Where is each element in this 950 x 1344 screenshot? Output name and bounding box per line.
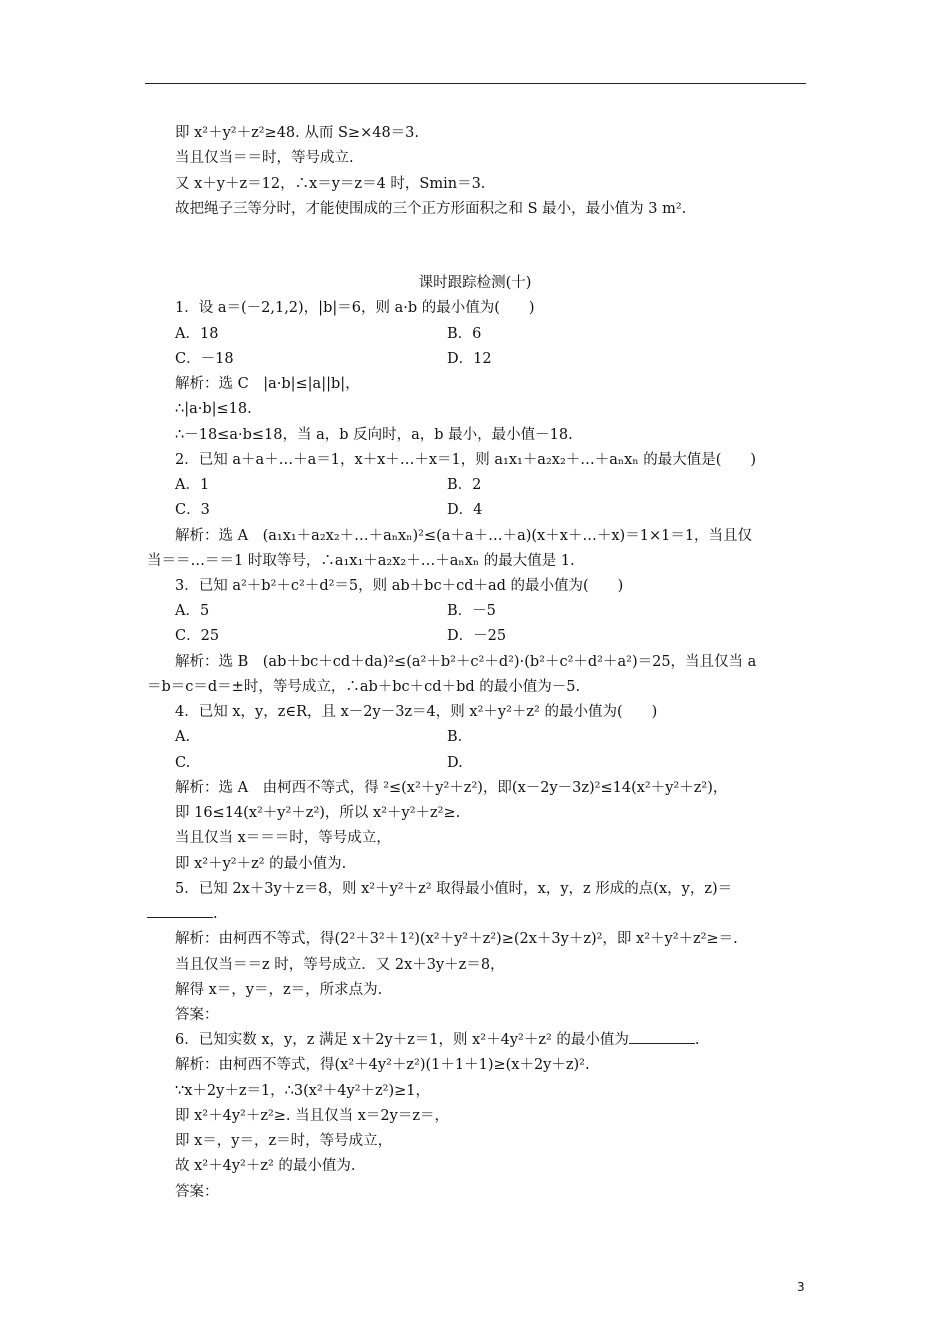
answer-blank [629,1031,695,1044]
answer-label: 答案： [175,1184,219,1200]
solution-line: 解析：选 B (ab＋bc＋cd＋da)²≤(a²＋b²＋c²＋d²)·(b²＋c²＋d²＋a²)＝25，当且仅当 a [175,654,757,670]
solution-line: 即 x＝，y＝，z＝时，等号成立， [175,1133,393,1149]
solution-line: 解得 x＝，y＝，z＝，所求点为. [175,982,383,998]
option-c: C．3 [175,502,210,518]
problem-5-stem: 5．已知 2x＋3y＋z＝8，则 x²＋y²＋z² 取得最小值时，x，y，z 形成的点(x，y，z)＝ [175,881,733,897]
option-c: C．25 [175,628,220,644]
option-d: D. [447,755,463,771]
option-b: B．6 [447,326,482,342]
problem-6-stem: 6．已知实数 x，y，z 满足 x＋2y＋z＝1，则 x²＋4y²＋z² 的最小值为 . [175,1032,700,1048]
solution-line: 当且仅当＝＝z 时，等号成立．又 2x＋3y＋z＝8， [175,957,505,973]
solution-line: ∴－18≤a·b≤18，当 a，b 反向时，a，b 最小，最小值－18. [175,427,573,443]
answer-label: 答案： [175,1007,219,1023]
solution-line: ∴|a·b|≤18. [175,401,252,417]
solution-line: 解析：选 A (a₁x₁＋a₂x₂＋…＋aₙxₙ)²≤(a＋a＋…＋a)(x＋x＋…＋x)＝1×1＝1，当且仅 [175,528,753,544]
solution-line: 解析：选 A 由柯西不等式，得 ²≤(x²＋y²＋z²)，即(x－2y－3z)²≤14(x²＋y²＋z²)， [175,780,728,796]
option-d: D．4 [447,502,483,518]
answer-blank [147,905,213,918]
text-line: 故把绳子三等分时，才能使围成的三个正方形面积之和 S 最小，最小值为 3 m². [175,201,687,217]
solution-line: 即 x²＋4y²＋z²≥. 当且仅当 x＝2y＝z＝， [175,1108,449,1124]
option-a: A．5 [175,603,210,619]
solution-line: ∵x＋2y＋z＝1，∴3(x²＋4y²＋z²)≥1， [175,1083,430,1099]
option-c: C. [175,755,191,771]
problem-4-stem: 4．已知 x，y，z∈R，且 x－2y－3z＝4，则 x²＋y²＋z² 的最小值为( ) [175,704,658,720]
problem-3-stem: 3．已知 a²＋b²＋c²＋d²＝5，则 ab＋bc＋cd＋ad 的最小值为( ) [175,578,624,594]
solution-line: 解析：选 C |a·b|≤|a||b|， [175,376,360,392]
text-line: 又 x＋y＋z＝12，∴x＝y＝z＝4 时，Smin＝3. [175,176,486,192]
solution-line: 解析：由柯西不等式，得(2²＋3²＋1²)(x²＋y²＋z²)≥(2x＋3y＋z)²，即 x²＋y²＋z²≥＝. [175,931,738,947]
option-d: D．12 [447,351,492,367]
section-title: 课时跟踪检测(十) [418,275,532,291]
option-a: A．1 [175,477,210,493]
solution-line: 故 x²＋4y²＋z² 的最小值为. [175,1158,356,1174]
option-b: B．2 [447,477,482,493]
problem-2-stem: 2．已知 a＋a＋…＋a＝1，x＋x＋…＋x＝1，则 a₁x₁＋a₂x₂＋…＋aₙxₙ 的最大值是( ) [175,452,757,468]
text-line: 当且仅当＝＝时，等号成立. [175,150,354,166]
option-a: A. [175,729,191,745]
solution-line: 当＝＝…＝＝1 时取等号，∴a₁x₁＋a₂x₂＋…＋aₙxₙ 的最大值是 1. [147,553,575,569]
solution-line: 即 x²＋y²＋z² 的最小值为. [175,856,347,872]
option-b: B．－5 [447,603,496,619]
option-d: D．－25 [447,628,507,644]
solution-line: 解析：由柯西不等式，得(x²＋4y²＋z²)(1＋1＋1)≥(x＋2y＋z)². [175,1057,590,1073]
option-b: B. [447,729,463,745]
solution-line: 当且仅当 x＝＝＝时，等号成立， [175,830,391,846]
option-c: C．－18 [175,351,234,367]
text-line: 即 x²＋y²＋z²≥48. 从而 S≥×48＝3. [175,125,420,141]
page-number: 3 [797,1280,805,1294]
solution-line: ＝b＝c＝d＝±时，等号成立，∴ab＋bc＋cd＋bd 的最小值为－5. [147,679,581,695]
header-rule [145,83,806,84]
option-a: A．18 [175,326,219,342]
solution-line: 即 16≤14(x²＋y²＋z²)，所以 x²＋y²＋z²≥. [175,805,461,821]
answer-blank-line: . [147,905,218,923]
problem-1-stem: 1．设 a＝(－2,1,2)，|b|＝6，则 a·b 的最小值为( ) [175,300,535,316]
